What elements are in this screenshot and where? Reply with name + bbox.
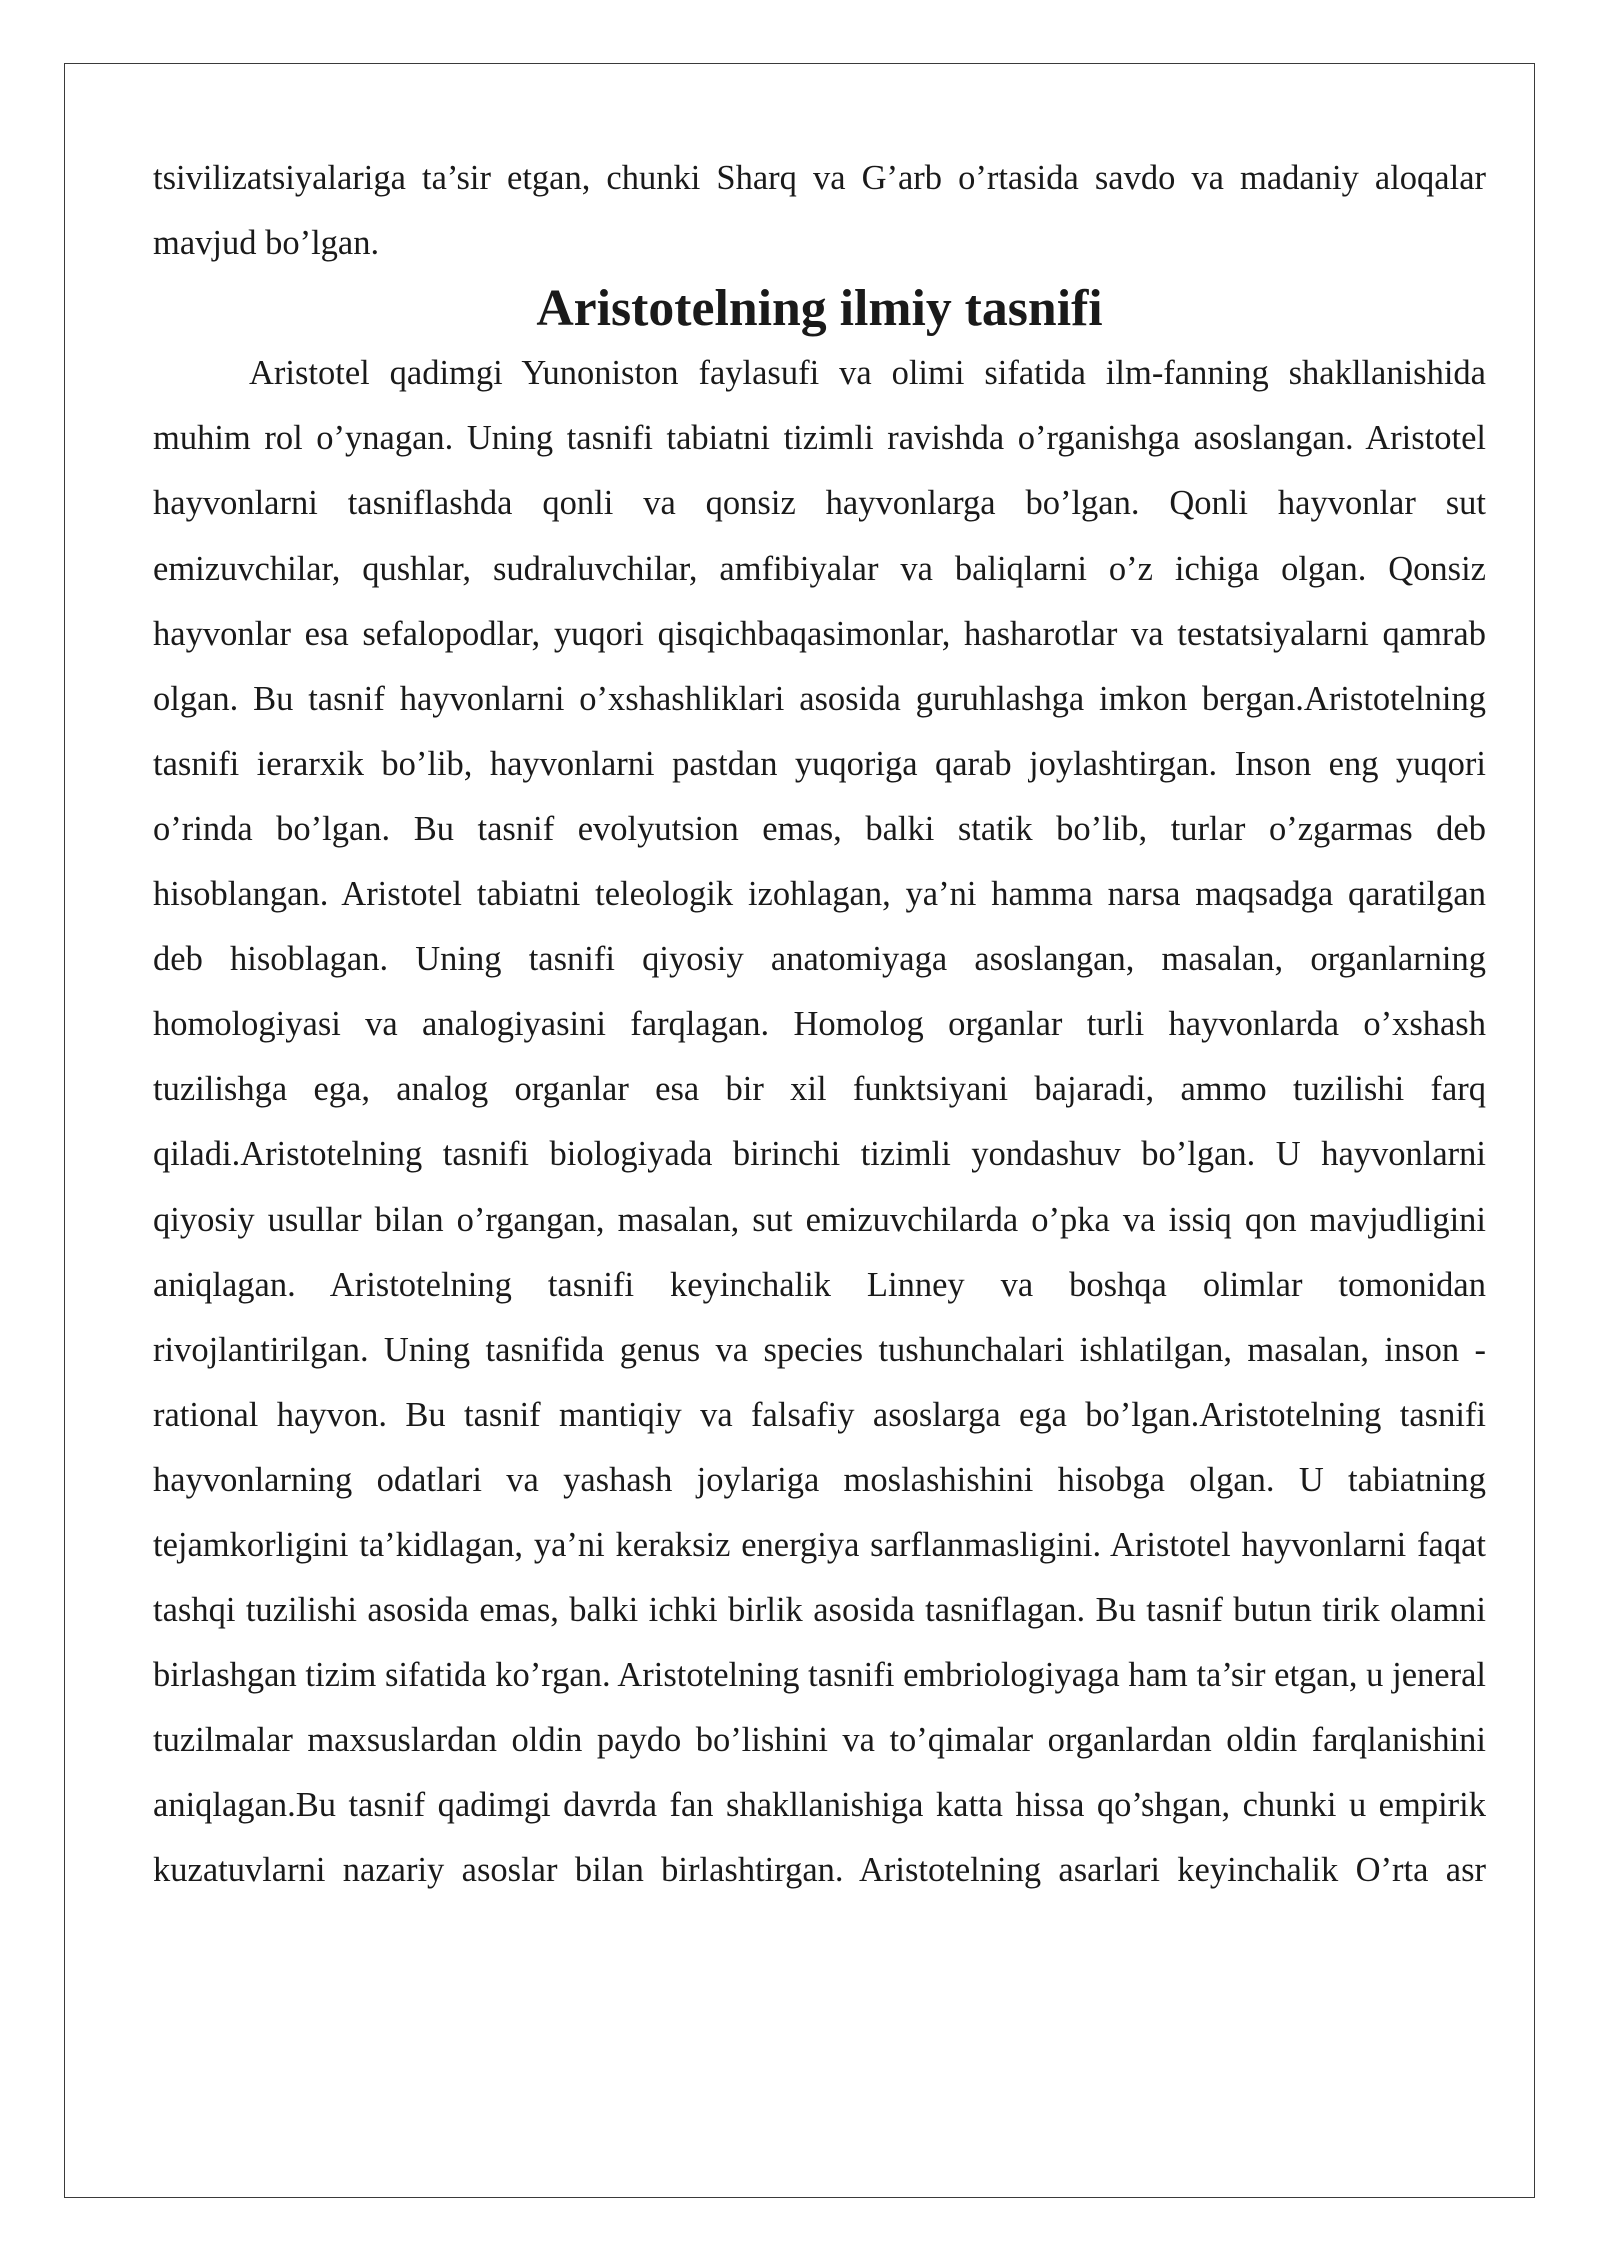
section-heading: Aristotelning ilmiy tasnifi bbox=[536, 280, 1103, 338]
document-body bbox=[153, 146, 1486, 1904]
body-paragraph: Aristotel qadimgi Yunoniston faylasufi va olimi sifatida ilm-fanning shakllanishida muhim rol o’ynagan. Uning tasnifi tabiatni tizimli ravishda o’rganishga asoslangan. Aristotel hayvonlarni tasniflashda qonli va qonsiz hayvonlarga bo’lgan. Qonli hayvonlar sut emizuvchilar, qushlar, sudraluvchilar, amfibiyalar va baliqlarni o’z ichiga olgan. Qonsiz hayvonlar esa sefalopodlar, yuqori qisqichbaqasimonlar, hasharotlar va testatsiyalarni qamrab olgan. Bu tasnif hayvonlarni o’xshashliklari asosida guruhlashga imkon bergan.Aristotelning tasnifi ierarxik bo’lib, hayvonlarni pastdan yuqoriga qarab joylashtirgan. Inson eng yuqori o’rinda bo’lgan. Bu tasnif evolyutsion emas, balki statik bo’lib, turlar o’zgarmas deb hisoblangan. Aristotel tabiatni teleologik izohlagan, ya’ni hamma narsa maqsadga qaratilgan deb hisoblagan. Uning tasnifi qiyosiy anatomiyaga asoslangan, masalan, organlarning homologiyasi va analogiyasini farqlagan. Homolog organlar turli hayvonlarda o’xshash tuzilishga ega, analog organlar esa bir xil funktsiyani bajaradi, ammo tuzilishi farq qiladi.Aristotelning tasnifi biologiyada birinchi tizimli yondashuv bo’lgan. U hayvonlarni qiyosiy usullar bilan o’rgangan, masalan, sut emizuvchilarda o’pka va issiq qon mavjudligini aniqlagan. Aristotelning tasnifi keyinchalik Linney va boshqa olimlar tomonidan rivojlantirilgan. Uning tasnifida genus va species tushunchalari ishlatilgan, masalan, inson - rational hayvon. Bu tasnif mantiqiy va falsafiy asoslarga ega bo’lgan.Aristotelning tasnifi hayvonlarning odatlari va yashash joylariga moslashishini hisobga olgan. U tabiatning tejamkorligini ta’kidlagan, ya’ni keraksiz energiya sarflanmasligini. Aristotel hayvonlarni faqat tashqi tuzilishi asosida emas, balki ichki birlik asosida tasniflagan. Bu tasnif butun tirik olamni birlashgan tizim sifatida ko’rgan. Aristotelning tasnifi embriologiyaga ham ta’sir etgan, u jeneral tuzilmalar maxsuslardan oldin paydo bo’lishini va to’qimalar organlardan oldin farqlanishini aniqlagan.Bu tasnif qadimgi davrda fan shakllanishiga katta hissa qo’shgan, chunki u empirik kuzatuvlarni nazariy asoslar bilan birlashtirgan. Aristotelning asarlari keyinchalik O’rta asr bbox=[153, 354, 1486, 1890]
intro-paragraph: tsivilizatsiyalariga ta’sir etgan, chunki Sharq va G’arb o’rtasida savdo va madaniy aloqalar mavjud bo’lgan. bbox=[153, 159, 1486, 263]
